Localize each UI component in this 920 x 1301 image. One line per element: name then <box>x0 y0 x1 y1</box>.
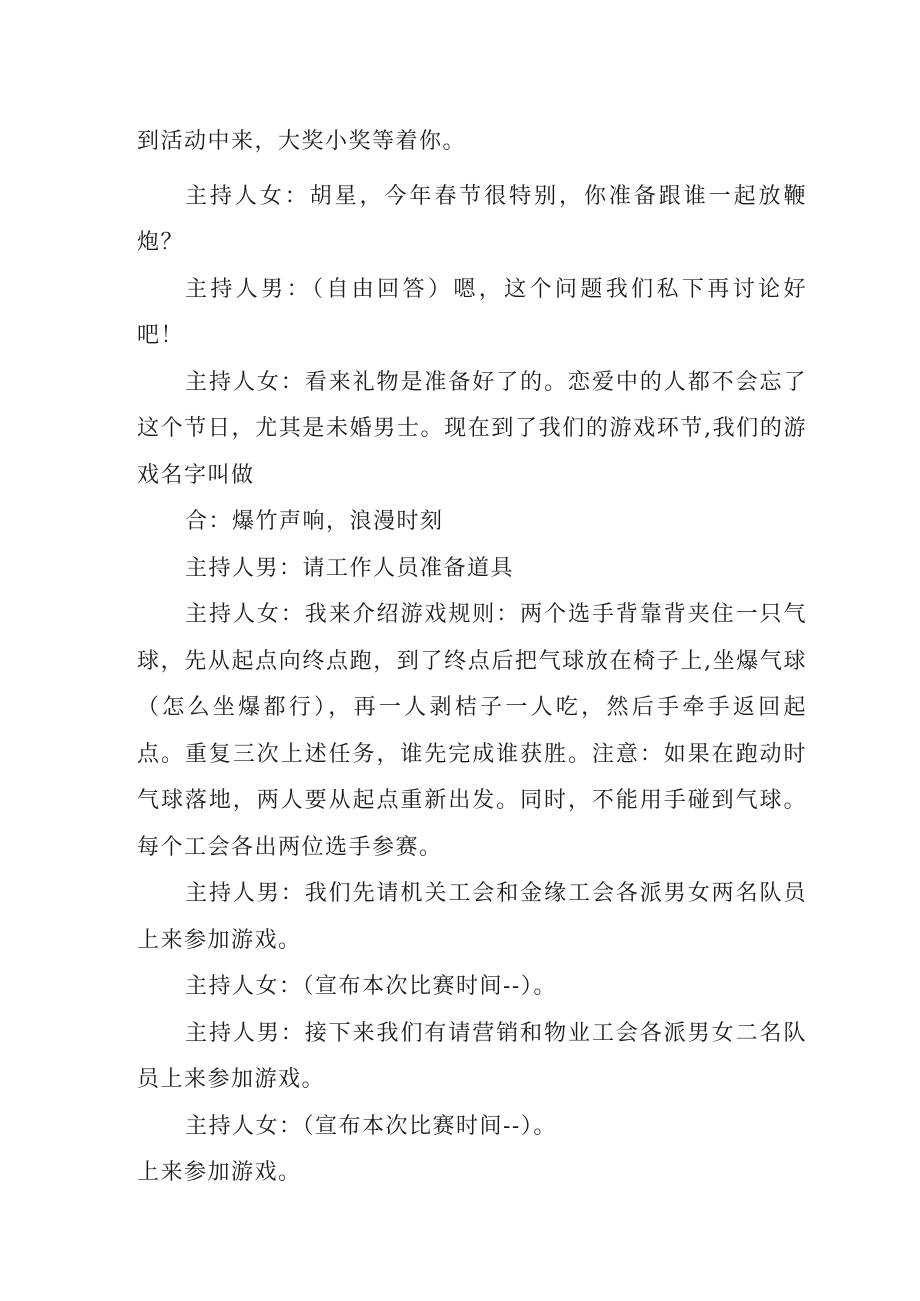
paragraph: 主持人女：看来礼物是准备好了的。恋爱中的人都不会忘了这个节日，尤其是未婚男士。现在到了我们的游戏环节,我们的游戏名字叫做 <box>137 369 807 488</box>
paragraph: 主持人女：我来介绍游戏规则：两个选手背靠背夹住一只气球，先从起点向终点跑，到了终点后把气球放在椅子上,坐爆气球（怎么坐爆都行），再一人剥桔子一人吃，然后手牵手返回起点。重复三次上述任务，谁先完成谁获胜。注意：如果在跑动时气球落地，两人要从起点重新出发。同时，不能用手碰到气球。每个工会各出两位选手参赛。 <box>137 602 807 860</box>
paragraph: 主持人男：接下来我们有请营销和物业工会各派男女二名队员上来参加游戏。 <box>137 1020 807 1092</box>
paragraph: 主持人男：请工作人员准备道具 <box>185 555 515 581</box>
paragraph: 上来参加游戏。 <box>137 1160 302 1185</box>
paragraph: 主持人女：（宣布本次比赛时间--）。 <box>185 974 557 999</box>
paragraph: 主持人女：（宣布本次比赛时间--）。 <box>185 1113 557 1139</box>
paragraph: 合：爆竹声响，浪漫时刻 <box>185 509 444 534</box>
paragraph: 到活动中来，大奖小奖等着你。 <box>137 129 467 154</box>
paragraph: 主持人女：胡星，今年春节很特别，你准备跟谁一起放鞭炮？ <box>137 183 807 255</box>
paragraph: 主持人男：我们先请机关工会和金缘工会各派男女两名队员上来参加游戏。 <box>137 881 807 953</box>
paragraph: 主持人男：（自由回答）嗯，这个问题我们私下再讨论好吧！ <box>137 276 807 348</box>
document-body <box>137 119 807 1197</box>
